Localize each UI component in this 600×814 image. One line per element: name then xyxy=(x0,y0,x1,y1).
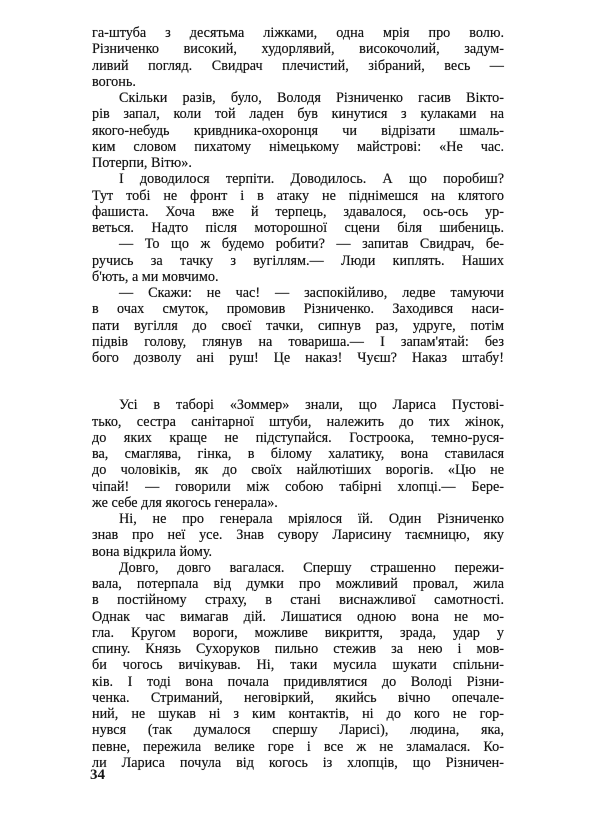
paragraph xyxy=(92,511,504,560)
text-line: Однак час вимагав дій. Лишатися одною вона не мо- xyxy=(92,608,504,625)
text-line: певне, пережила велике горе і все ж не зламалася. Ко- xyxy=(92,738,504,755)
text-line: веться. Надто після моторошної сцени біля шибениць. xyxy=(92,220,504,236)
text-line: — То що ж будемо робити? — запитав Свидрач, бе- xyxy=(119,236,504,253)
text-line: чіпай! — говорили між собою табірні хлопці.— Бере- xyxy=(92,478,504,495)
text-line: Усі в таборі «Зоммер» знали, що Лариса Пустові- xyxy=(119,397,504,414)
paragraph xyxy=(92,171,504,236)
paragraph xyxy=(92,25,504,90)
paragraph xyxy=(92,236,504,285)
text-line: ливий погляд. Свидрач плечистий, зібраний, весь — xyxy=(92,57,504,74)
text-line: ручись за тачку з вугіллям.— Люди киплять. Наших xyxy=(92,252,504,269)
text-line: гла. Кругом вороги, можливе викриття, зрада, удар у xyxy=(92,624,504,641)
text-line: пати вугілля до своєї тачки, сипнув раз, удруге, потім xyxy=(92,317,504,334)
text-line: в постійному страху, в стані виснажливої самотності. xyxy=(92,592,504,609)
text-line: Різниченко високий, худорлявий, високочолий, задум- xyxy=(92,41,504,58)
paragraph xyxy=(92,560,504,771)
text-line: рів запал, коли той ладен був кинутися з кулаками на xyxy=(92,106,504,123)
text-line: Ні, не про генерала мріялося їй. Один Різниченко xyxy=(119,511,504,527)
paragraph xyxy=(92,285,504,366)
text-line: би чогось вичікував. Ні, таки мусила шукати спільни- xyxy=(92,657,504,674)
text-line: якого-небудь кривдника-охоронця чи відрізати шмаль- xyxy=(92,122,504,139)
text-line: бого дозволу ані руш! Це наказ! Чуєш? Наказ штабу! xyxy=(92,350,504,366)
text-line: ний, не шукав ні з ким контактів, ні до кого не гор- xyxy=(92,706,504,722)
text-line: вогонь. xyxy=(92,73,136,90)
text-line: б'ють, а ми мовчимо. xyxy=(92,268,219,285)
text-line: вала, потерпала від думки про можливий провал, жила xyxy=(92,576,504,592)
book-page-text xyxy=(92,25,504,771)
paragraph xyxy=(92,397,504,511)
text-line: тько, сестра санітарної штуби, належить до тих жінок, xyxy=(92,413,504,430)
text-section xyxy=(92,25,504,366)
text-line: же себе для якогось генерала». xyxy=(92,494,278,511)
page-number: 34 xyxy=(90,767,105,783)
text-line: фашиста. Хоча вже й терпець, здавалося, ось-ось ур- xyxy=(92,203,504,220)
text-line: ченка. Стриманий, неговіркий, якийсь вічно опечале- xyxy=(92,689,504,706)
text-line: в очах смуток, промовив Різниченко. Заходився наси- xyxy=(92,301,504,318)
text-line: — Скажи: не час! — заспокійливо, ледве тамуючи xyxy=(119,285,504,301)
section-break xyxy=(92,366,504,397)
text-line: знав про неї усе. Знав сувору Ларисину таємницю, яку xyxy=(92,527,504,544)
paragraph xyxy=(92,90,504,171)
text-line: нувся (так думалося спершу Ларисі), людина, яка, xyxy=(92,722,504,739)
text-line: ким словом пихатому німецькому майстрові: «Не час. xyxy=(92,138,504,155)
text-line: Довго, довго вагалася. Спершу страшенно пережи- xyxy=(119,559,504,576)
text-line: Скільки разів, було, Володя Різниченко гасив Вікто- xyxy=(119,90,504,106)
text-line: ва, смаглява, гінка, в білому халатику, вона ставилася xyxy=(92,446,504,462)
text-line: І доводилося терпіти. Доводилось. А що поробиш? xyxy=(119,171,504,188)
text-section xyxy=(92,397,504,771)
text-line: вона відкрила йому. xyxy=(92,543,213,560)
text-line: до чоловіків, як до своїх найлютіших ворогів. «Цю не xyxy=(92,462,504,479)
text-line: Потерпи, Вітю». xyxy=(92,155,192,171)
text-line: ли Лариса почула від когось із хлопців, що Різничен- xyxy=(92,754,504,771)
text-line: спину. Князь Сухоруков пильно стежив за нею і мов- xyxy=(92,641,504,657)
text-line: підвів голову, глянув на товариша.— І запам'ятай: без xyxy=(92,333,504,350)
text-line: га-штуба з десятьма ліжками, одна мрія про волю. xyxy=(92,25,504,41)
text-line: ків. І тоді вона почала придивлятися до Володі Різни- xyxy=(92,673,504,690)
text-line: до яких краще не підступайся. Гостроока, темно-руся- xyxy=(92,429,504,446)
text-line: Тут тобі не фронт і в атаку не піднімешся на клятого xyxy=(92,187,504,204)
